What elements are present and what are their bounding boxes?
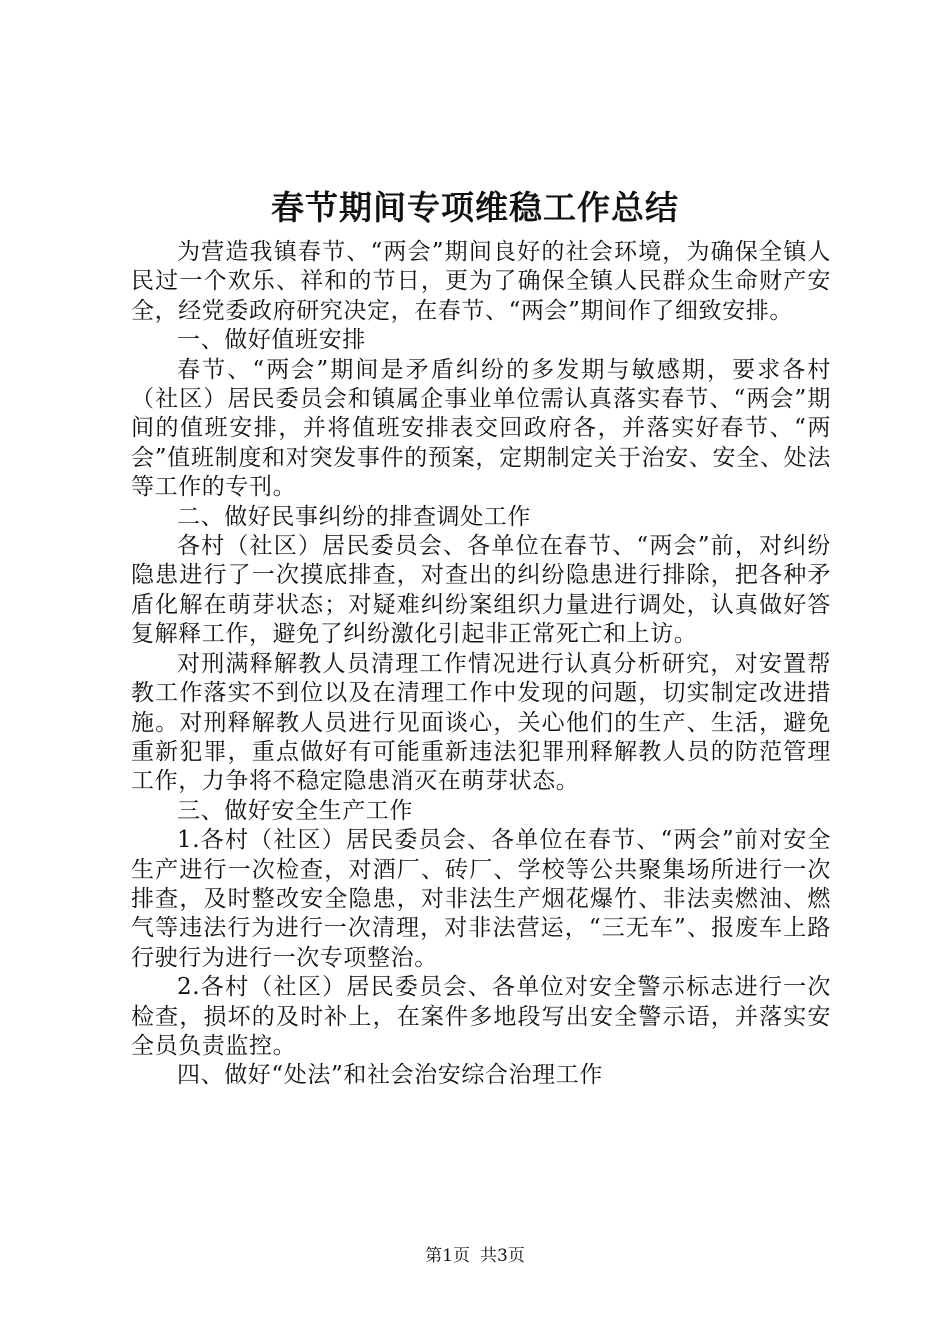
section-heading-2: 二、做好民事纠纷的排查调处工作	[177, 503, 531, 530]
page-footer	[0, 1244, 950, 1268]
section-1-paragraph: 春节、“两会”期间是矛盾纠纷的多发期与敏感期，要求各村（社区）居民委员会和镇属企事业单位需认真落实春节、“两会”期间的值班安排，并将值班安排表交回政府各，并落实好春节、“两会”值班制度和对突发事件的预案，定期制定关于治安、安全、处法等工作的专刊。	[131, 356, 831, 501]
section-heading-4: 四、做好“处法”和社会治安综合治理工作	[177, 1062, 603, 1089]
page-number: 第1页	[425, 1246, 470, 1266]
section-heading-1: 一、做好值班安排	[177, 327, 366, 354]
section-heading-3: 三、做好安全生产工作	[177, 797, 413, 824]
document-title: 春节期间专项维稳工作总结	[271, 188, 679, 227]
page-total: 共3页	[480, 1246, 525, 1266]
section-3-item-1: 1.各村（社区）居民委员会、各单位在春节、“两会”前对安全生产进行一次检查，对酒厂、砖厂、学校等公共聚集场所进行一次排查，及时整改安全隐患，对非法生产烟花爆竹、非法卖燃油、燃气等违法行为进行一次清理，对非法营运，“三无车”、报废车上路行驶行为进行一次专项整治。	[131, 827, 831, 971]
section-2-paragraph-1: 各村（社区）居民委员会、各单位在春节、“两会”前，对纠纷隐患进行了一次摸底排查，对查出的纠纷隐患进行排除，把各种矛盾化解在萌芽状态；对疑难纠纷案组织力量进行调处，认真做好答复解释工作，避免了纠纷激化引起非正常死亡和上访。	[131, 533, 831, 648]
intro-paragraph: 为营造我镇春节、“两会”期间良好的社会环境，为确保全镇人民过一个欢乐、祥和的节日，更为了确保全镇人民群众生命财产安全，经党委政府研究决定，在春节、“两会”期间作了细致安排。	[131, 239, 831, 324]
document-body	[131, 238, 831, 1091]
section-3-item-2: 2.各村（社区）居民委员会、各单位对安全警示标志进行一次检查，损坏的及时补上，在案件多地段写出安全警示语，并落实安全员负责监控。	[131, 974, 831, 1059]
section-2-paragraph-2: 对刑满释解教人员清理工作情况进行认真分析研究，对安置帮教工作落实不到位以及在清理工作中发现的问题，切实制定改进措施。对刑释解教人员进行见面谈心，关心他们的生产、生活，避免重新犯罪，重点做好有可能重新违法犯罪刑释解教人员的防范管理工作，力争将不稳定隐患消灭在萌芽状态。	[131, 650, 831, 795]
